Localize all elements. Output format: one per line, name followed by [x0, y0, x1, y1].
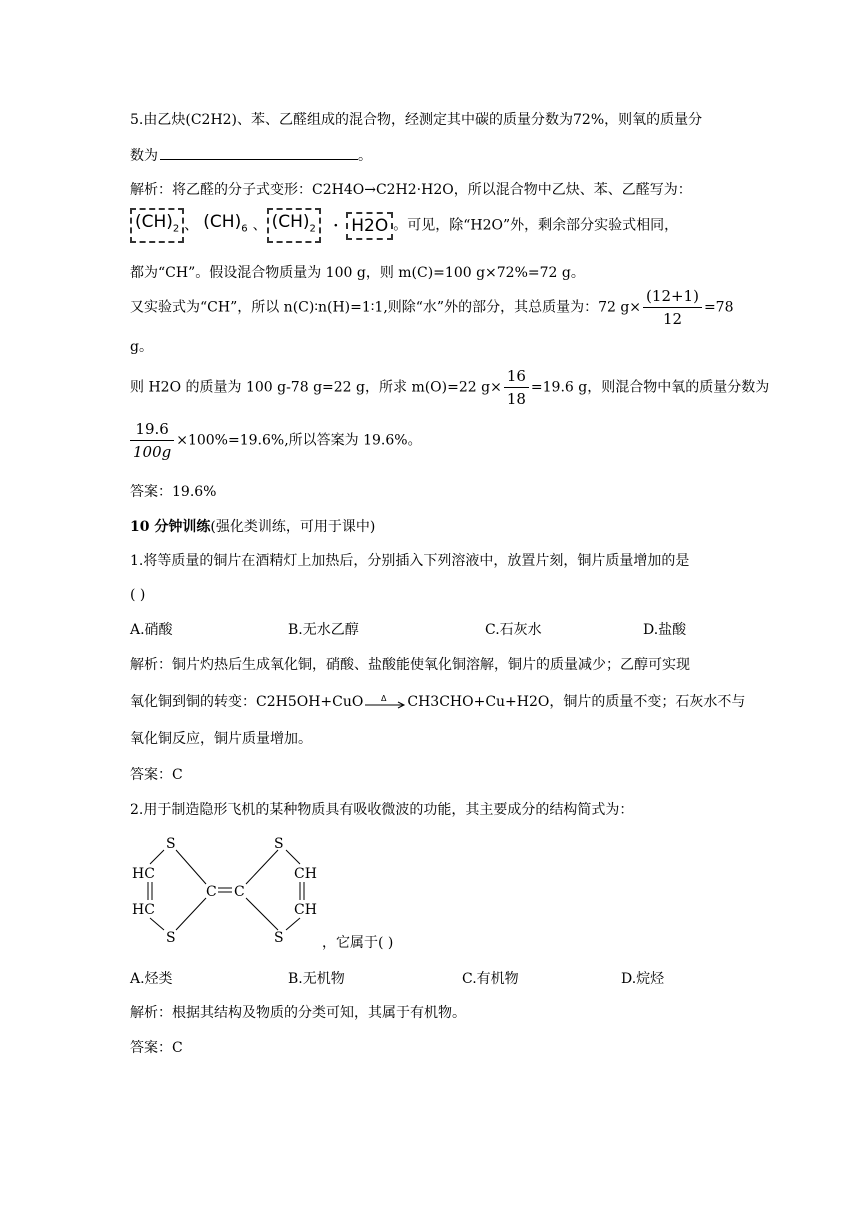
q2-answer: 答案：C [130, 1040, 183, 1056]
answer-blank [160, 145, 358, 160]
q1-line2: ( ) [130, 587, 146, 603]
reaction-arrow-icon [363, 695, 407, 709]
q5-answer: 答案：19.6% [130, 484, 217, 500]
formula-box-ch2-a: $(CH)_2$ [130, 208, 184, 243]
q5-analysis-line7: $\frac{19.6}{100g}$ ×100%=19.6%,所以答案为 19.6%。 [128, 418, 422, 463]
q1-option-d: D.盐酸 [643, 622, 687, 638]
formula-ch6: $(CH)_6$ [203, 212, 248, 235]
q2-tail: ，它属于( ) [322, 935, 394, 951]
c-right: C [234, 884, 245, 900]
q5-analysis-line3: 都为“CH”。假设混合物质量为 100 g，则 m(C)=100 g×72%=72 g。 [130, 265, 585, 281]
dot-separator: · [333, 217, 339, 234]
q1-option-c: C.石灰水 [485, 622, 542, 638]
s-top-left: S [166, 836, 176, 852]
formula-box-ch2-b: $(CH)_2$ [267, 208, 321, 243]
ch-top: CH [294, 866, 317, 882]
s-bottom-right: S [274, 930, 284, 946]
q5-analysis-line1: 解析：将乙醛的分子式变形：C2H4O→C2H2·H2O，所以混合物中乙炔、苯、乙醛写为： [130, 182, 692, 198]
q1-analysis-line1: 解析：铜片灼热后生成氧化铜，硝酸、盐酸能使氧化铜溶解，铜片的质量减少；乙醇可实现 [130, 657, 690, 673]
q2-option-a: A.烃类 [130, 971, 173, 987]
q1-option-a: A.硝酸 [130, 622, 173, 638]
q2-line1: 2.用于制造隐形飞机的某种物质具有吸收微波的功能，其主要成分的结构简式为： [130, 802, 634, 818]
q1-analysis-line2: 氧化铜到铜的转变：C2H5OH+CuO Δ CH3CHO+Cu+H2O，铜片的质量不变；石灰水不与 [130, 694, 746, 710]
fraction-13-12: $\frac{(12+1)}{12}$ [643, 285, 702, 330]
q1-line1: 1.将等质量的铜片在酒精灯上加热后，分别插入下列溶液中，放置片刻，铜片质量增加的是 [130, 553, 690, 569]
q5-line2 [130, 145, 372, 166]
formula-box-h2o: H2O [346, 212, 393, 240]
q5-line1: 5.由乙炔(C2H2)、苯、乙醛组成的混合物，经测定其中碳的质量分数为72%，则氧的质量分 [130, 112, 703, 128]
q5-analysis-line2-tail: 。可见，除“H2O”外，剩余部分实验式相同， [393, 217, 679, 234]
hc-bottom: HC [132, 902, 155, 918]
separator: 、 [184, 217, 199, 234]
fraction-19.6-100g: $\frac{19.6}{100g}$ [130, 418, 174, 463]
fraction-16-18: $\frac{16}{18}$ [504, 365, 529, 410]
section-heading: 10 分钟训练(强化类训练，可用于课中) [130, 519, 376, 535]
q1-option-b: B.无水乙醇 [288, 622, 359, 638]
q5-analysis-line2 [130, 208, 678, 243]
s-bottom-left: S [166, 930, 176, 946]
q2-option-b: B.无机物 [288, 971, 345, 987]
q1-answer: 答案：C [130, 767, 183, 783]
q2-option-d: D.烷烃 [621, 971, 665, 987]
q5-analysis-line5: g。 [130, 339, 153, 355]
separator: 、 [252, 217, 267, 234]
ch-bottom: CH [294, 902, 317, 918]
q5-analysis-line4: 又实验式为“CH”，所以 n(C)∶n(H)=1∶1,则除“水”外的部分，其总质量为：72 g× $\frac{(12+1)}{12}$ =78 [130, 287, 734, 328]
structural-formula [128, 830, 328, 950]
q5-line2-suffix: 。 [358, 148, 372, 164]
hc-top: HC [132, 866, 155, 882]
q1-analysis-line3: 氧化铜反应，铜片质量增加。 [130, 731, 312, 747]
q5-analysis-line6: 则 H2O 的质量为 100 g-78 g=22 g，所求 m(O)=22 g× $\frac{16}{18}$ =19.6 g，则混合物中氧的质量分数为 [130, 367, 770, 408]
c-left: C [206, 884, 217, 900]
heat-label: Δ [381, 695, 387, 703]
s-top-right: S [274, 836, 284, 852]
q2-analysis: 解析：根据其结构及物质的分类可知，其属于有机物。 [130, 1005, 466, 1021]
q5-line2-prefix: 数为 [130, 148, 158, 164]
q2-option-c: C.有机物 [462, 971, 519, 987]
